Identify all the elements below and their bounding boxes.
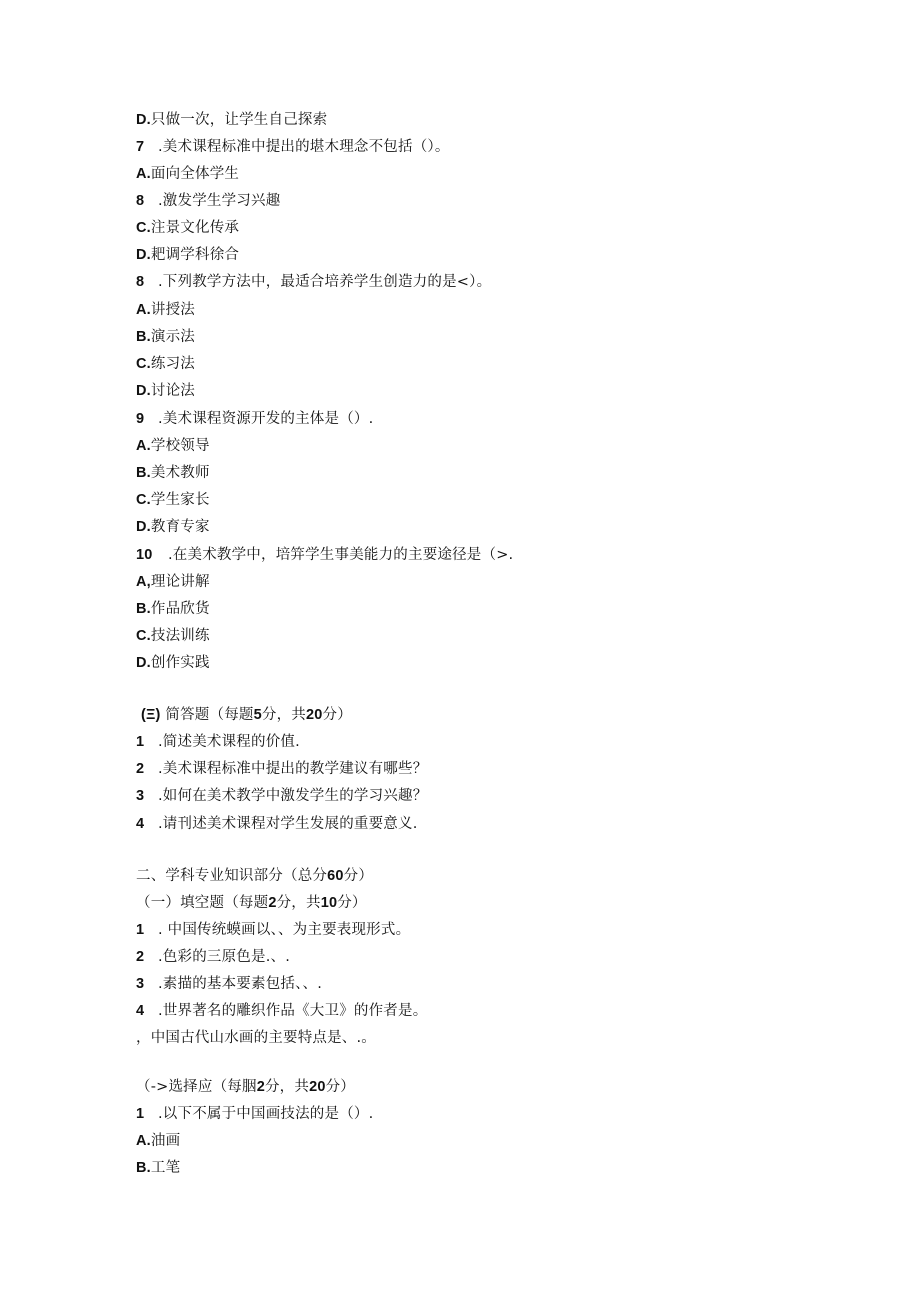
question-line (136, 272, 491, 292)
question-line (136, 974, 322, 994)
question-line (136, 1104, 373, 1124)
question-text: .世界著名的雕织作品《大卫》的作者是。 (158, 1003, 428, 1019)
question-text: .如何在美术教学中激发学生的学习兴趣？ (158, 788, 428, 804)
question-number: 7 (136, 139, 145, 155)
option-line (136, 354, 195, 374)
option-letter: A. (136, 166, 151, 182)
option-letter: D. (136, 655, 151, 671)
option-line (136, 218, 239, 238)
question-line (136, 947, 290, 967)
question-text: .请刊述美术课程对学生发展的重要意义. (158, 816, 418, 832)
question-text: .美术课程资源开发的主体是（）. (158, 411, 374, 427)
question-line (136, 1028, 376, 1048)
question-number: 10 (136, 547, 153, 563)
option-letter: B. (136, 1160, 151, 1176)
option-letter: C. (136, 356, 151, 372)
question-number: 1 (136, 1106, 145, 1122)
question-number: 1 (136, 922, 145, 938)
question-number: 8 (136, 193, 145, 209)
option-text: 技法训练 (150, 628, 210, 644)
question-line (136, 786, 427, 806)
option-text: 面向全体学生 (150, 166, 240, 182)
question-text: .下列教学方法中，最适合培养学生创造力的是<）。 (158, 274, 492, 290)
option-letter: B. (136, 465, 151, 481)
option-letter: B. (136, 329, 151, 345)
question-text: .美术课程标准中提出的教学建议有哪些？ (158, 761, 428, 777)
section-heading: (Ξ) 简答题（每题5分，共20分） (141, 707, 352, 723)
option-line (136, 381, 195, 401)
option-line (136, 517, 210, 537)
option-text: 创作实践 (150, 655, 210, 671)
option-line (136, 599, 210, 619)
option-letter: C. (136, 628, 151, 644)
option-line (136, 1131, 180, 1151)
question-text: .色彩的三原色是.、. (158, 949, 291, 965)
question-text: .简述美术课程的价值. (158, 734, 300, 750)
option-letter: A, (136, 574, 151, 590)
question-number: 8 (136, 274, 145, 290)
option-letter: C. (136, 492, 151, 508)
option-letter: A. (136, 1133, 151, 1149)
option-line (136, 463, 210, 483)
question-line (136, 759, 427, 779)
option-text: 讲授法 (150, 302, 196, 318)
question-text: .美术课程标准中提出的堪木理念不包括（）。 (158, 139, 450, 155)
option-text: 理论讲解 (150, 574, 210, 590)
option-line (136, 164, 239, 184)
option-line (136, 300, 195, 320)
question-line (136, 545, 513, 565)
question-line (136, 732, 300, 752)
question-number: 1 (136, 734, 145, 750)
question-text: . 中国传统蟆画以、、为主要表现形式。 (158, 922, 411, 938)
option-text: 练习法 (150, 356, 196, 372)
option-text: 学生家长 (150, 492, 210, 508)
question-number: 3 (136, 788, 145, 804)
question-line (136, 409, 373, 429)
question-number: 4 (136, 1003, 145, 1019)
option-letter: D. (136, 112, 151, 128)
option-letter: A. (136, 302, 151, 318)
option-letter: D. (136, 383, 151, 399)
question-number: 3 (136, 976, 145, 992)
question-line (136, 814, 418, 834)
question-number: 4 (136, 816, 145, 832)
option-text: 耙调学科徐合 (150, 247, 240, 263)
option-text: 教育专家 (150, 519, 210, 535)
question-number: 2 (136, 761, 145, 777)
section-heading: （一）填空题（每题2分，共10分） (136, 895, 367, 911)
question-number: 9 (136, 411, 145, 427)
question-number: 2 (136, 949, 145, 965)
option-line (136, 245, 239, 265)
option-letter: B. (136, 601, 151, 617)
option-line (136, 110, 327, 130)
question-text: ，中国古代山水画的主要特点是、.。 (136, 1030, 377, 1046)
question-line (136, 1001, 427, 1021)
question-line (136, 920, 410, 940)
option-letter: A. (136, 438, 151, 454)
option-text: 美术教师 (150, 465, 210, 481)
option-letter: D. (136, 247, 151, 263)
question-text: .激发学生学习兴趣 (158, 193, 281, 209)
option-text: 工笔 (150, 1160, 181, 1176)
question-text: .以下不属于中国画技法的是（）. (158, 1106, 374, 1122)
option-text: 只做一次，让学生自己探索 (150, 112, 328, 128)
option-line (136, 1158, 180, 1178)
section-heading: （->选择应（每胭2分，共20分） (136, 1079, 355, 1095)
question-text: .在美术教学中，培笄学生事美能力的主要途径是（>. (168, 547, 514, 563)
option-text: 作品欣货 (150, 601, 210, 617)
option-line (136, 626, 210, 646)
question-line (136, 137, 450, 157)
option-text: 注景文化传承 (150, 220, 240, 236)
option-text: 讨论法 (150, 383, 196, 399)
option-text: 油画 (150, 1133, 181, 1149)
option-line (136, 572, 210, 592)
option-letter: D. (136, 519, 151, 535)
question-text: .素描的基本要素包括、、. (158, 976, 323, 992)
option-line (136, 327, 195, 347)
option-text: 学校领导 (150, 438, 210, 454)
option-line (136, 490, 210, 510)
option-line (136, 653, 210, 673)
part-heading: 二、学科专业知识部分（总分60分） (136, 868, 374, 884)
option-letter: C. (136, 220, 151, 236)
option-line (136, 436, 210, 456)
question-line (136, 191, 280, 211)
option-text: 演示法 (150, 329, 196, 345)
